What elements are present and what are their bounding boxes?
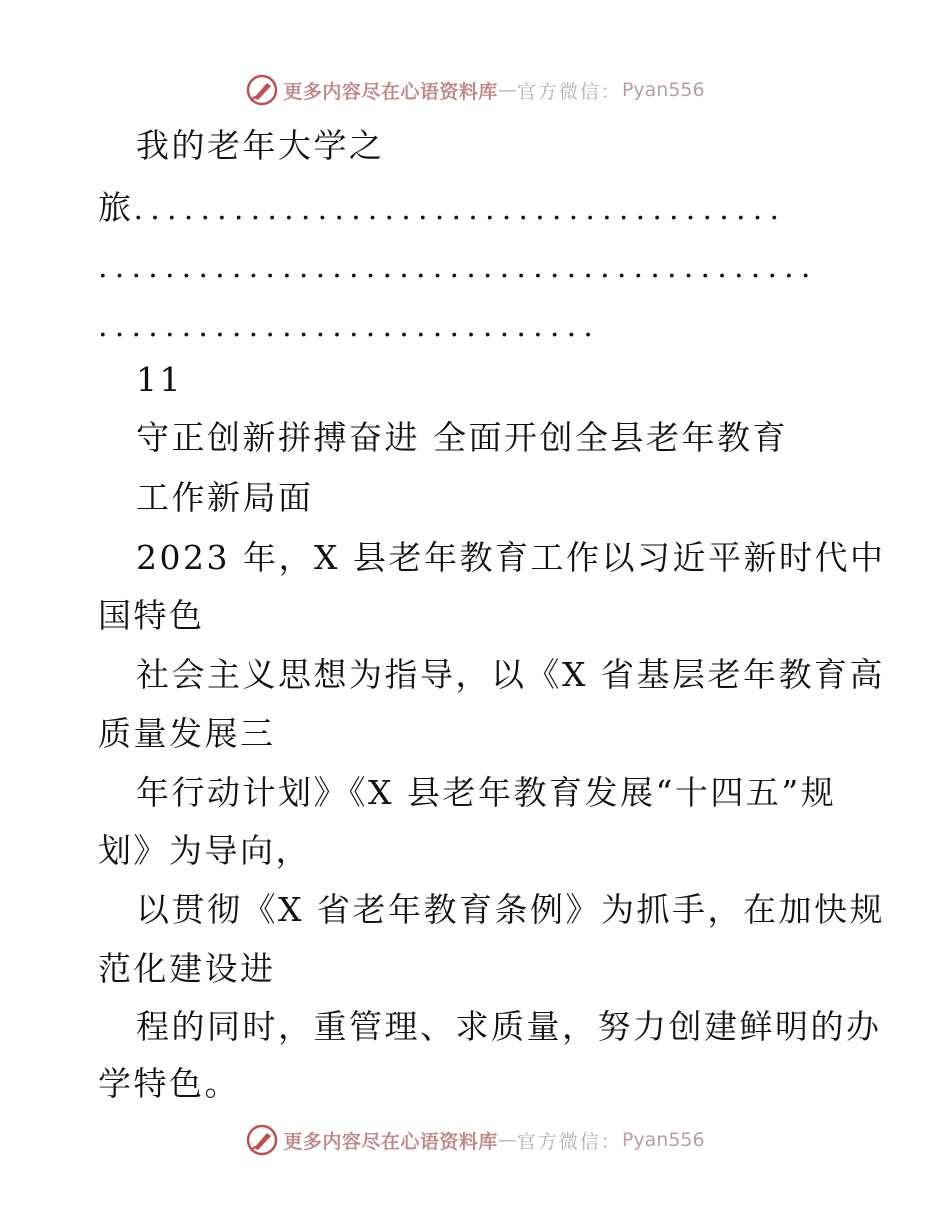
watermark-sub-text: 官方微信： [516,1130,622,1153]
paragraph-line: 以贯彻《X 省老年教育条例》为抓手，在加快规 [136,890,885,929]
watermark-dash: — [497,1129,517,1151]
toc-title-part1: 我的老年大学之 [136,126,385,165]
article-heading-line1: 守正创新拼搏奋进 全面开创全县老年教育 [136,418,788,457]
article-heading-line2: 工作新局面 [136,478,314,517]
paragraph-line: 年行动计划》《X 县老年教育发展“十四五”规 [136,773,837,812]
paragraph-line: 2023 年，X 县老年教育工作以习近平新时代中 [136,538,886,577]
pen-logo-icon [245,73,279,107]
paragraph-line: 学特色。 [98,1064,240,1103]
watermark-account: Pyan556 [621,1129,705,1151]
watermark-main-text: 更多内容尽在心语资料库 [283,80,498,103]
paragraph-line: 国特色 [98,596,205,635]
toc-page-number: 11 [136,360,183,399]
watermark-dash: — [497,79,517,101]
pen-logo-icon [245,1123,279,1157]
paragraph-line: 范化建设进 [98,949,276,988]
toc-title-line2 [98,188,786,230]
watermark-footer [0,1120,950,1160]
toc-dots-1: ....................................... [133,192,787,227]
paragraph-line: 划》为导向， [98,831,311,870]
paragraph-line: 社会主义思想为指导，以《X 省基层老年教育高 [136,655,885,694]
toc-dots-3: .............................. [98,309,601,344]
watermark-account: Pyan556 [621,79,705,101]
paragraph-line: 程的同时，重管理、求质量，努力创建鲜明的办 [136,1007,882,1046]
toc-title-part2: 旅 [98,188,134,227]
watermark-header [0,70,950,110]
paragraph-line: 质量发展三 [98,714,276,753]
watermark-main-text: 更多内容尽在心语资料库 [283,1130,498,1153]
toc-dots-2: ........................................... [98,250,818,285]
watermark-sub-text: 官方微信： [516,80,622,103]
